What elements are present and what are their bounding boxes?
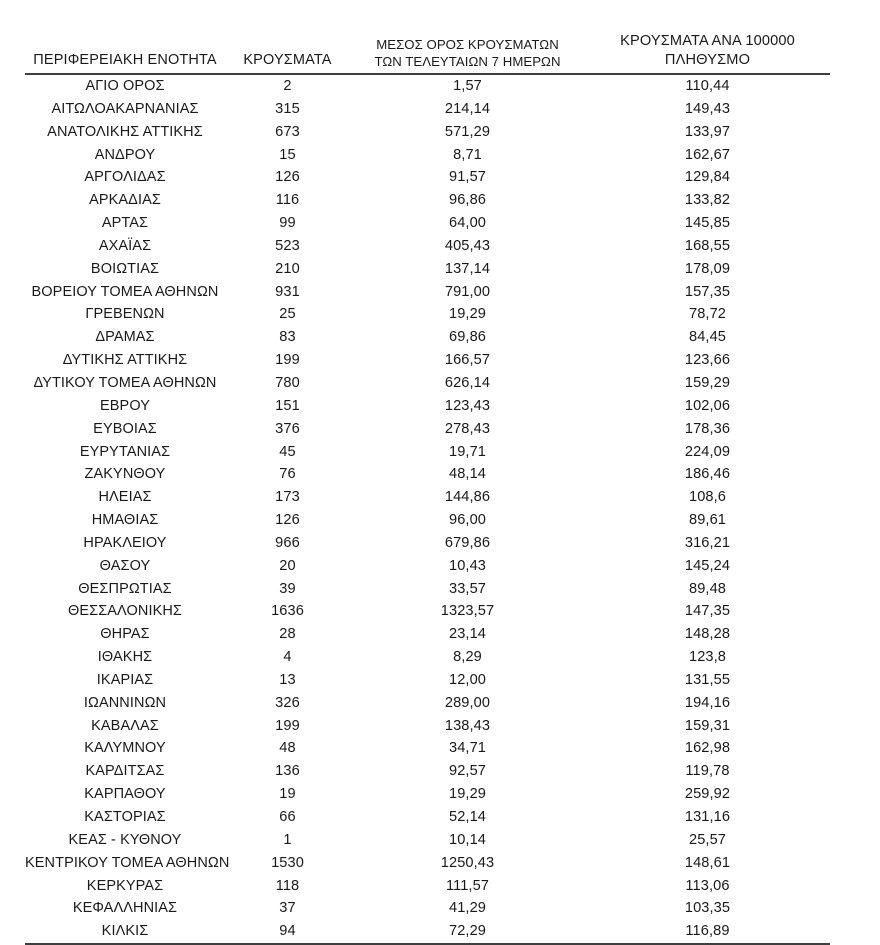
column-header-cases bbox=[225, 26, 350, 74]
cell-regional-unit: ΒΟΙΩΤΙΑΣ bbox=[90, 260, 160, 277]
table-row bbox=[25, 875, 830, 898]
cell-cases: 199 bbox=[275, 717, 300, 734]
cell-regional-unit: ΚΙΛΚΙΣ bbox=[25, 920, 225, 944]
cell-regional-unit: ΔΥΤΙΚΗΣ ΑΤΤΙΚΗΣ bbox=[62, 352, 188, 369]
cell-cases: 1636 bbox=[271, 603, 304, 620]
cell-cases-per-100000: 148,61 bbox=[684, 854, 731, 871]
cell-cases: 151 bbox=[275, 397, 300, 414]
cell-seven-day-average: 96,86 bbox=[448, 192, 487, 209]
table-row bbox=[25, 669, 830, 692]
cell-cases: 173 bbox=[275, 489, 300, 506]
cell-seven-day-average: 19,29 bbox=[448, 306, 487, 323]
cell-cases: 28 bbox=[279, 626, 296, 643]
cell-cases: 673 bbox=[275, 123, 300, 140]
column-header-cases-per-100000-line1: ΚΡΟΥΣΜΑΤΑ ΑΝΑ 100000 bbox=[620, 33, 795, 50]
table-header bbox=[25, 26, 830, 74]
cell-cases-per-100000: 162,98 bbox=[684, 740, 731, 757]
table-row bbox=[25, 555, 830, 578]
cell-cases: 136 bbox=[275, 763, 300, 780]
cell-cases-per-100000: 89,61 bbox=[688, 512, 727, 529]
cell-cases: 118 bbox=[275, 877, 300, 894]
cell-cases: 931 bbox=[275, 283, 300, 300]
column-header-cases-per-100000 bbox=[585, 26, 830, 74]
cell-seven-day-average: 1250,43 bbox=[440, 854, 495, 871]
cell-regional-unit: ΚΕΦΑΛΛΗΝΙΑΣ bbox=[72, 900, 178, 917]
table-row bbox=[25, 783, 830, 806]
cell-regional-unit: ΒΟΡΕΙΟΥ ΤΟΜΕΑ ΑΘΗΝΩΝ bbox=[31, 283, 219, 300]
table-row bbox=[25, 623, 830, 646]
cell-cases: 25 bbox=[279, 306, 296, 323]
cell-cases: 13 bbox=[279, 671, 296, 688]
cell-seven-day-average: 12,00 bbox=[448, 671, 487, 688]
cell-seven-day-average: 144,86 bbox=[444, 489, 491, 506]
cell-cases-per-100000: 159,29 bbox=[684, 374, 731, 391]
table-row bbox=[25, 578, 830, 601]
cell-seven-day-average: 289,00 bbox=[444, 694, 491, 711]
cell-cases: 315 bbox=[275, 100, 300, 117]
table-row bbox=[25, 144, 830, 167]
table-row bbox=[25, 98, 830, 121]
cell-regional-unit: ΚΕΝΤΡΙΚΟΥ ΤΟΜΕΑ ΑΘΗΝΩΝ bbox=[25, 854, 230, 871]
cell-cases-per-100000: 110,44 bbox=[685, 78, 730, 94]
column-header-seven-day-average-line1: ΜΕΣΟΣ ΟΡΟΣ ΚΡΟΥΣΜΑΤΩΝ bbox=[376, 36, 559, 52]
cell-regional-unit: ΘΑΣΟΥ bbox=[99, 557, 151, 574]
cell-seven-day-average: 10,43 bbox=[448, 557, 487, 574]
table-row bbox=[25, 121, 830, 144]
cell-cases: 15 bbox=[279, 146, 296, 163]
cell-seven-day-average: 52,14 bbox=[448, 809, 487, 825]
cell-seven-day-average: 64,00 bbox=[448, 215, 487, 232]
table-row bbox=[25, 532, 830, 555]
cell-cases-per-100000: 159,31 bbox=[684, 717, 731, 734]
table-row bbox=[25, 349, 830, 372]
table-row bbox=[25, 281, 830, 304]
table-row bbox=[25, 646, 830, 669]
cell-cases: 83 bbox=[279, 329, 296, 346]
cell-seven-day-average: 96,00 bbox=[448, 512, 487, 529]
cell-cases-per-100000: 123,66 bbox=[684, 352, 731, 369]
table-row bbox=[25, 486, 830, 509]
cell-cases: 48 bbox=[279, 740, 296, 757]
cell-cases-per-100000: 102,06 bbox=[684, 397, 731, 414]
table-row bbox=[25, 509, 830, 532]
cell-regional-unit: ΑΝΔΡΟΥ bbox=[94, 146, 156, 163]
cell-seven-day-average: 679,86 bbox=[444, 534, 491, 551]
table-row bbox=[25, 235, 830, 258]
table-row bbox=[25, 715, 830, 738]
column-header-regional-unit bbox=[25, 26, 225, 74]
cell-seven-day-average: 278,43 bbox=[444, 420, 491, 437]
table-row bbox=[25, 897, 830, 920]
cell-cases: 39 bbox=[279, 580, 296, 597]
cell-seven-day-average: 1323,57 bbox=[440, 603, 495, 620]
table-row bbox=[25, 166, 830, 189]
cell-cases-per-100000: 145,85 bbox=[684, 215, 731, 232]
column-header-cases-line1: ΚΡΟΥΣΜΑΤΑ bbox=[243, 52, 332, 69]
cell-regional-unit: ΚΑΡΠΑΘΟΥ bbox=[84, 786, 166, 803]
cell-cases-per-100000: 148,28 bbox=[684, 626, 731, 643]
table-row bbox=[25, 303, 830, 326]
cell-cases-per-100000: 178,09 bbox=[684, 260, 731, 277]
cell-cases-per-100000: 123,8 bbox=[688, 649, 727, 666]
cell-cases: 210 bbox=[275, 260, 300, 277]
cell-regional-unit: ΚΕΑΣ - ΚΥΘΝΟΥ bbox=[68, 831, 182, 848]
cell-cases-per-100000: 129,84 bbox=[684, 169, 731, 186]
column-header-seven-day-average-line2: ΤΩΝ ΤΕΛΕΥΤΑΙΩΝ 7 ΗΜΕΡΩΝ bbox=[374, 53, 561, 69]
table-row bbox=[25, 189, 830, 212]
cell-seven-day-average: 214,14 bbox=[444, 100, 491, 117]
cell-seven-day-average: 10,14 bbox=[448, 831, 487, 848]
cell-cases: 4 bbox=[283, 649, 292, 666]
cell-seven-day-average: 69,86 bbox=[448, 329, 487, 346]
cell-regional-unit: ΗΡΑΚΛΕΙΟΥ bbox=[83, 534, 167, 551]
cell-seven-day-average: 23,14 bbox=[448, 626, 487, 643]
cell-regional-unit: ΕΥΡΥΤΑΝΙΑΣ bbox=[79, 443, 171, 460]
cell-cases-per-100000: 78,72 bbox=[688, 306, 727, 323]
table-row bbox=[25, 74, 830, 98]
cell-regional-unit: ΚΑΡΔΙΤΣΑΣ bbox=[85, 763, 165, 780]
cell-regional-unit: ΚΑΛΥΜΝΟΥ bbox=[84, 740, 166, 757]
table-row bbox=[25, 692, 830, 715]
table-row bbox=[25, 258, 830, 281]
table-row bbox=[25, 326, 830, 349]
cell-regional-unit: ΖΑΚΥΝΘΟΥ bbox=[84, 466, 166, 483]
cell-regional-unit: ΔΡΑΜΑΣ bbox=[95, 329, 155, 346]
cell-cases-per-100000: 119,78 bbox=[685, 763, 730, 780]
column-header-regional-unit-line1: ΠΕΡΙΦΕΡΕΙΑΚΗ ΕΝΟΤΗΤΑ bbox=[33, 52, 217, 69]
table-row bbox=[25, 441, 830, 464]
cell-cases: 1 bbox=[283, 831, 292, 848]
cell-seven-day-average: 92,57 bbox=[448, 763, 487, 780]
cell-cases-per-100000: 149,43 bbox=[684, 100, 731, 117]
cell-cases-per-100000: 186,46 bbox=[684, 466, 731, 483]
cell-seven-day-average: 123,43 bbox=[444, 397, 491, 414]
cell-cases: 199 bbox=[275, 352, 300, 369]
cell-seven-day-average: 91,57 bbox=[448, 169, 487, 186]
cell-regional-unit: ΚΑΣΤΟΡΙΑΣ bbox=[84, 809, 166, 825]
cell-cases: 66 bbox=[279, 809, 296, 825]
cell-seven-day-average: 8,71 bbox=[453, 146, 482, 163]
cell-cases: 99 bbox=[279, 215, 296, 232]
cell-cases: 126 bbox=[275, 169, 300, 186]
table-row bbox=[25, 829, 830, 852]
table-row bbox=[25, 760, 830, 783]
cell-regional-unit: ΚΑΒΑΛΑΣ bbox=[91, 717, 159, 734]
cell-regional-unit: ΑΡΓΟΛΙΔΑΣ bbox=[84, 169, 166, 186]
cell-seven-day-average: 138,43 bbox=[444, 717, 491, 734]
cell-regional-unit: ΙΚΑΡΙΑΣ bbox=[96, 671, 154, 688]
cell-cases-per-100000: 157,35 bbox=[684, 283, 731, 300]
cell-seven-day-average: 34,71 bbox=[448, 740, 487, 757]
cell-seven-day-average: 626,14 bbox=[444, 374, 491, 391]
cell-regional-unit: ΑΧΑΪΑΣ bbox=[98, 237, 152, 254]
cell-cases-per-100000: 224,09 bbox=[684, 443, 731, 460]
cell-cases: 19 bbox=[279, 786, 296, 803]
cell-cases: 1530 bbox=[271, 854, 304, 871]
table-row bbox=[25, 806, 830, 829]
cell-seven-day-average: 111,57 bbox=[445, 877, 490, 894]
cell-seven-day-average: 571,29 bbox=[444, 123, 491, 140]
cell-cases-per-100000: 147,35 bbox=[684, 603, 731, 620]
cell-seven-day-average: 33,57 bbox=[448, 580, 487, 597]
cell-cases: 20 bbox=[279, 557, 296, 574]
cell-seven-day-average: 405,43 bbox=[444, 237, 491, 254]
cell-regional-unit: ΘΗΡΑΣ bbox=[100, 626, 150, 643]
cell-cases-per-100000: 194,16 bbox=[684, 694, 731, 711]
cell-cases-per-100000: 84,45 bbox=[688, 329, 727, 346]
table-row bbox=[25, 600, 830, 623]
cell-seven-day-average: 137,14 bbox=[444, 260, 491, 277]
cell-cases: 2 bbox=[283, 78, 292, 94]
cell-regional-unit: ΙΘΑΚΗΣ bbox=[97, 649, 153, 666]
cell-cases: 37 bbox=[279, 900, 296, 917]
cell-cases: 76 bbox=[279, 466, 296, 483]
cell-regional-unit: ΗΜΑΘΙΑΣ bbox=[91, 512, 159, 529]
cell-cases: 523 bbox=[275, 237, 300, 254]
cell-seven-day-average: 166,57 bbox=[444, 352, 491, 369]
cell-cases-per-100000: 316,21 bbox=[684, 534, 731, 551]
cell-regional-unit: ΑΡΤΑΣ bbox=[101, 215, 149, 232]
cell-cases-per-100000: 25,57 bbox=[688, 831, 727, 848]
cell-cases-per-100000: 168,55 bbox=[684, 237, 731, 254]
cell-cases-per-100000: 113,06 bbox=[685, 877, 730, 894]
cell-cases: 966 bbox=[275, 534, 300, 551]
cell-regional-unit: ΔΥΤΙΚΟΥ ΤΟΜΕΑ ΑΘΗΝΩΝ bbox=[33, 374, 217, 391]
cell-regional-unit: ΚΕΡΚΥΡΑΣ bbox=[86, 877, 164, 894]
table-row bbox=[25, 395, 830, 418]
cell-seven-day-average: 19,71 bbox=[448, 443, 487, 460]
cell-regional-unit: ΕΥΒΟΙΑΣ bbox=[93, 420, 157, 437]
cell-seven-day-average: 72,29 bbox=[350, 920, 585, 944]
cell-cases: 326 bbox=[275, 694, 300, 711]
cell-cases-per-100000: 89,48 bbox=[688, 580, 727, 597]
table-row bbox=[25, 852, 830, 875]
table-row bbox=[25, 463, 830, 486]
cell-regional-unit: ΗΛΕΙΑΣ bbox=[98, 489, 152, 506]
table-row bbox=[25, 212, 830, 235]
cell-regional-unit: ΘΕΣΣΑΛΟΝΙΚΗΣ bbox=[67, 603, 182, 620]
cell-cases-per-100000: 116,89 bbox=[585, 920, 830, 944]
cell-cases-per-100000: 131,16 bbox=[684, 809, 731, 825]
table-header-row bbox=[25, 26, 830, 74]
cell-regional-unit: ΓΡΕΒΕΝΩΝ bbox=[85, 306, 165, 323]
cases-by-regional-unit-table bbox=[25, 26, 830, 945]
cell-seven-day-average: 41,29 bbox=[448, 900, 487, 917]
table-row bbox=[25, 737, 830, 760]
cell-cases-per-100000: 259,92 bbox=[684, 786, 731, 803]
cell-regional-unit: ΕΒΡΟΥ bbox=[100, 397, 150, 414]
cell-seven-day-average: 8,29 bbox=[453, 649, 482, 666]
cell-regional-unit: ΘΕΣΠΡΩΤΙΑΣ bbox=[78, 580, 172, 597]
cell-cases: 94 bbox=[225, 920, 350, 944]
column-header-seven-day-average bbox=[350, 26, 585, 74]
cell-seven-day-average: 791,00 bbox=[444, 283, 491, 300]
cell-regional-unit: ΑΓΙΟ ΟΡΟΣ bbox=[85, 78, 165, 94]
cell-cases-per-100000: 145,24 bbox=[684, 557, 731, 574]
cell-cases-per-100000: 162,67 bbox=[684, 146, 731, 163]
cell-cases: 45 bbox=[279, 443, 296, 460]
cell-regional-unit: ΙΩΑΝΝΙΝΩΝ bbox=[83, 694, 167, 711]
table-row bbox=[25, 372, 830, 395]
cell-cases: 780 bbox=[275, 374, 300, 391]
column-header-cases-per-100000-line2: ΠΛΗΘΥΣΜΟ bbox=[664, 52, 751, 69]
cell-seven-day-average: 48,14 bbox=[448, 466, 487, 483]
cell-cases-per-100000: 103,35 bbox=[684, 900, 731, 917]
table-body bbox=[25, 74, 830, 944]
table-row bbox=[25, 418, 830, 441]
cell-seven-day-average: 19,29 bbox=[448, 786, 487, 803]
cell-regional-unit: ΑΝΑΤΟΛΙΚΗΣ ΑΤΤΙΚΗΣ bbox=[47, 123, 203, 140]
cell-regional-unit: ΑΙΤΩΛΟΑΚΑΡΝΑΝΙΑΣ bbox=[51, 100, 199, 117]
cell-cases-per-100000: 133,97 bbox=[684, 123, 731, 140]
cell-cases-per-100000: 133,82 bbox=[684, 192, 731, 209]
cell-cases-per-100000: 108,6 bbox=[688, 489, 727, 506]
cell-regional-unit: ΑΡΚΑΔΙΑΣ bbox=[89, 192, 161, 209]
cell-cases: 376 bbox=[275, 420, 300, 437]
table-row bbox=[25, 920, 830, 944]
cell-cases: 116 bbox=[275, 192, 300, 209]
cell-cases-per-100000: 131,55 bbox=[684, 671, 731, 688]
cell-cases: 126 bbox=[275, 512, 300, 529]
cell-cases-per-100000: 178,36 bbox=[684, 420, 731, 437]
cell-seven-day-average: 1,57 bbox=[453, 78, 482, 94]
